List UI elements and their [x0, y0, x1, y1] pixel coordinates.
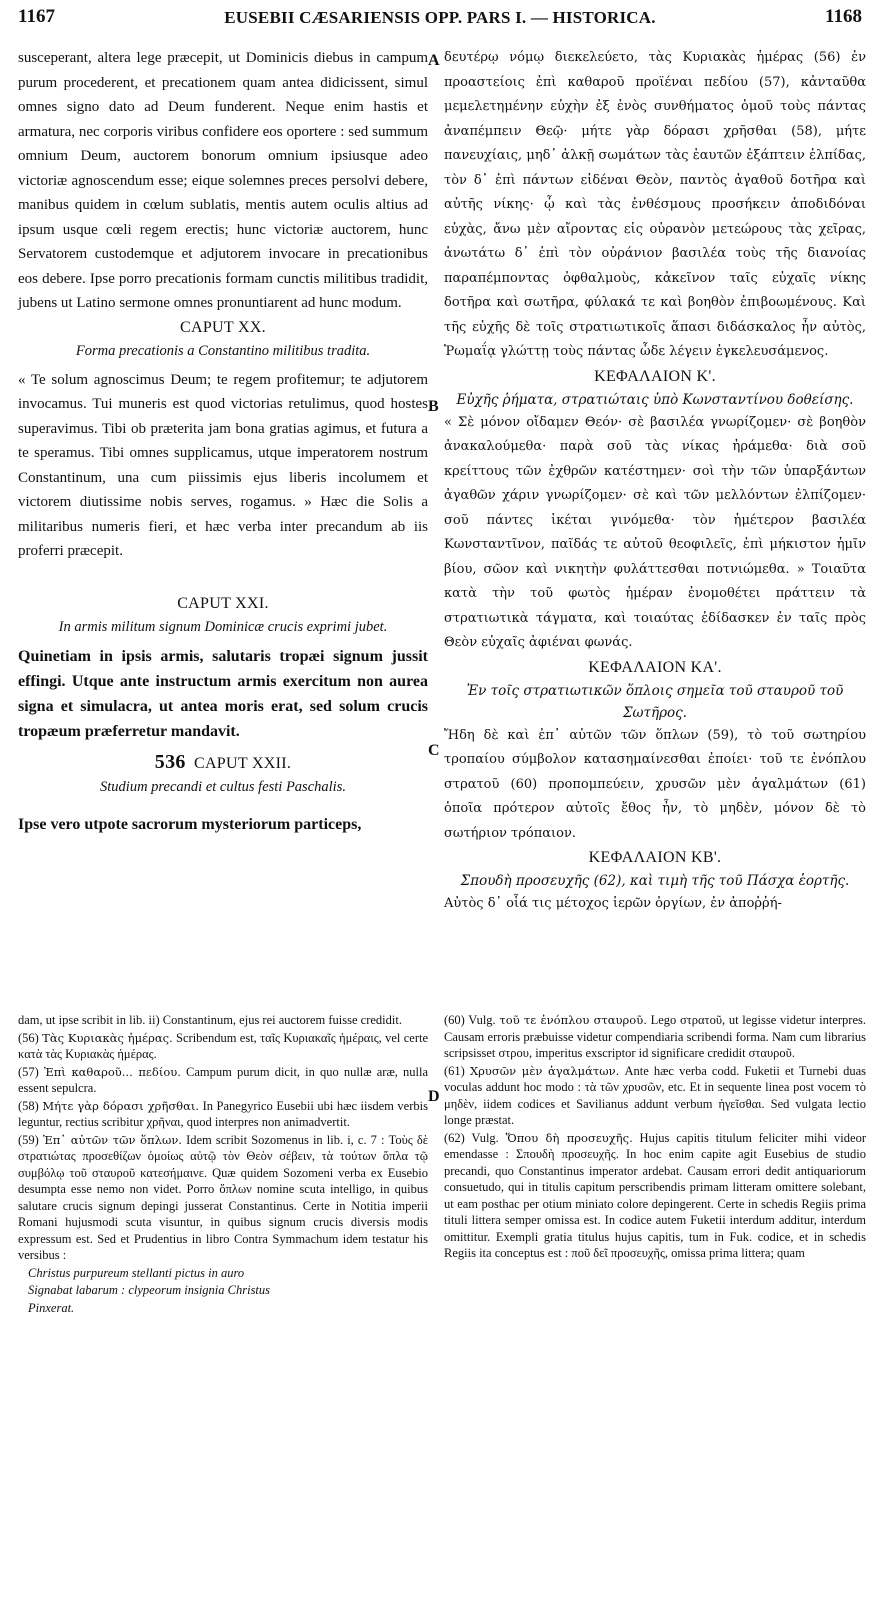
running-title: EUSEBII CÆSARIENSIS OPP. PARS I. — HISTORICA.: [224, 8, 656, 27]
latin-chapter-22-text: Ipse vero utpote sacrorum mysteriorum particeps,: [18, 815, 362, 833]
margin-marker-b: B: [428, 398, 439, 415]
greek-column: [444, 46, 866, 917]
footnote: (59) Ἐπ᾽ αὐτῶν τῶν ὅπλων. Idem scribit Sozomenus in lib. i, c. 7 : Τοὺς δὲ στρατιώτας προσεθίζων ὁμοίως αὐτῷ τὸν Θεὸν σέβειν, τὰ τούτων ὅπλα τῷ συμβόλῳ τοῦ σταυροῦ κατεσήμαινε. Quæ quidem Sozomeni verba ex Eusebio desumpta esse nemo non videt. Porro ὅπλων nomine scuta intelligo, in quibus salutare crucis signum depingi jusserat Constantinus. Certe in Notitia imperii Romani hujusmodi scuta visuntur, in quibus signum crucis diversis modis expressum est. Sed et Prudentius in libro Contra Symmachum idem testatur his versibus :: [18, 1132, 429, 1262]
latin-chapter-22-subtitle: Studium precandi et cultus festi Paschalis.: [100, 778, 346, 795]
latin-chapter-21-subtitle: In armis militum signum Dominicæ crucis exprimi jubet.: [58, 618, 388, 635]
greek-chapter-21-heading: ΚΕΦΑΛΑΙΟΝ ΚΑ'.: [588, 658, 722, 676]
latin-chapter-21-text: Quinetiam in ipsis armis, salutaris tropæi signum jussit effingi. Utque ante instructum armis exercitum non aurea signa et simulacra, ut antea moris erat, sed solum crucis tropæum præferretur mandavit.: [18, 647, 428, 740]
verse-line: Christus purpureum stellanti pictus in auro: [28, 1265, 245, 1280]
greek-chapter-20-subtitle: Εὐχῆς ῥήματα, στρατιώταις ὑπὸ Κωνσταντίνου δοθείσης.: [456, 391, 854, 408]
footnote: (58) Μήτε γὰρ δόρασι χρῆσθαι. In Panegyrico Eusebii ubi hæc iisdem verbis leguntur, rectius scribitur χρῆναι, quod interpres non animadvertit.: [18, 1098, 428, 1129]
greek-chapter-21-text: Ἤδη δὲ καὶ ἐπ᾽ αὐτῶν τῶν ὅπλων (59), τὸ τοῦ σωτηρίου τροπαίου σύμβολον κατασημαίνεσθαι ἐποίει· τοῦ τε ἐνόπλου στρατοῦ (60) προπομπεύειν, χρυσῶν μὲν ἀγαλμάτων (61) ὁποῖα πρότερον αὐτοῖς ἔθος ἦν, τὸ μηδὲν, μόνον δὲ τὸ σωτήριον τρόπαιον.: [444, 727, 866, 841]
footnotes-left: [18, 1012, 428, 1317]
greek-chapter-20-heading: ΚΕΦΑΛΑΙΟΝ Κ'.: [594, 367, 716, 385]
footnotes-right: [444, 1012, 866, 1263]
greek-chapter-22-subtitle: Σπουδὴ προσευχῆς (62), καὶ τιμὴ τῆς τοῦ Πάσχα ἑορτῆς.: [460, 873, 850, 889]
latin-intro-paragraph: susceperant, altera lege præcepit, ut Dominicis diebus in campum purum procederent, et precationem quam antea didicissent, simul omnes signo dato ad Deum funderent. Neque enim hastis et armatura, nec corporis viribus confidere eos oportere : sed summum omnium Deum, auctorem bonorum omnium ipsiusque adeo victoriæ agnoscendum esse; eique solemnes preces persolvi debere, manibus quidem in cœlum sublatis, mentis autem oculis altius ad ipsum usque cœli regem erectis; hunc victoriæ auctorem, hunc Servatorem custodemque et adjutorem invocare in precationibus eos debere. Ipse porro precationis formam cunctis militibus tradidit, jubens ut Latino sermone omnes pronuntiarent ad hunc modum.: [18, 50, 428, 311]
verse-line: Signabat labarum : clypeorum insignia Christus: [28, 1283, 271, 1297]
latin-chapter-21-heading: CAPUT XXI.: [177, 594, 269, 612]
latin-chapter-20-text: « Te solum agnoscimus Deum; te regem profitemur; te adjutorem invocamus. Tui muneris est quod victorias retulimus, quod hostes superavimus. Tibi ob præterita jam bona gratias agimus, et futura a te speramus. Tibi omnes supplicamus, utque imperatorem nostrum Constantinum, una cum piissimis ejus liberis incolumem et victorem diutissime nobis serves, rogamus. » Hæc die Solis a militaribus numeris fieri, et hæc verba inter precandum ab iis proferri præcepit.: [18, 371, 428, 559]
footnote: (57) Ἐπὶ καθαροῦ... πεδίου. Campum purum dicit, in quo nullæ aræ, nulla essent sepulcra.: [18, 1064, 429, 1095]
greek-chapter-20-text: « Σὲ μόνον οἴδαμεν Θεόν· σὲ βασιλέα γνωρίζομεν· σὲ βοηθὸν ἀνακαλούμεθα· παρὰ σοῦ τὰς νίκας ἠράμεθα· διὰ σοῦ κρείττους τῶν ἐχθρῶν κατέστημεν· σοὶ τὴν τῶν ὑπαρξάντων ἀγαθῶν χάριν γνωρίζομεν· σὲ καὶ τῶν μελλόντων ἐλπίζομεν· σοῦ πάντες ἱκέται γινόμεθα· τὸν ἡμέτερον βασιλέα Κωνσταντῖνον, παῖδάς τε αὐτοῦ θεοφιλεῖς, ἐπὶ μήκιστον ἡμῖν βίου, σῶον καὶ νικητὴν φυλάττεσθαι ποτνιώμεθα. » Τοιαῦτα κατὰ τὴν τοῦ φωτὸς ἡμέραν ἐνομοθέτει πράττειν τὰ στρατιωτικὰ τάγματα, καὶ τοιαύτας ἐδίδασκεν ἐν ταῖς πρὸς Θεὸν εὐχαῖς ἀφιέναι φωνάς.: [444, 414, 866, 650]
margin-marker-a: A: [428, 52, 440, 69]
footnote: (56) Τὰς Κυριακὰς ἡμέρας. Scribendum est, ταῖς Κυριακαῖς ἡμέραις, vel certe κατὰ τὰς Κυριακὰς ἡμέρας.: [18, 1030, 428, 1061]
latin-chapter-22-title: CAPUT XXII.: [193, 754, 292, 772]
page-number-right: 1168: [825, 6, 862, 27]
greek-intro-paragraph: δευτέρῳ νόμῳ διεκελεύετο, τὰς Κυριακὰς ἡμέρας (56) ἐν προαστείοις ἐπὶ καθαροῦ προϊέναι πεδίου (57), κἀνταῦθα μεμελετημένην εὐχὴν ἐξ ἑνὸς συνθήματος ὁμοῦ τοὺς πάντας ἀναπέμπειν Θεῷ· μήτε γὰρ δόρασι χρῆσθαι (58), μήτε πανευχίαις, μηδ᾽ ἀλκῇ σωμάτων τὰς ἑαυτῶν ἐξάπτειν ἐλπίδας, τὸν δ᾽ ἐπὶ πάντων εἰδέναι Θεὸν, παντὸς ἀγαθοῦ δοτῆρα καὶ αὐτῆς νίκης· ᾧ καὶ τὰς ἐνθέσμους προσήκειν ἀποδιδόναι εὐχὰς, ἄνω μὲν αἴροντας εἰς οὐρανὸν μετεώρους τὰς χεῖρας, ἀνωτάτω δ᾽ ἐπὶ τὸν οὐράνιον βασιλέα τοὺς τῆς διανοίας παραπέμποντας ὀφθαλμοὺς, κἀκεῖνον ταῖς εὐχαῖς νίκης δοτῆρα καὶ σωτῆρα, φύλακά τε καὶ βοηθὸν ἐπιβοωμένους. Καὶ τῆς εὐχῆς δὲ τοῖς στρατιωτικοῖς ἅπασι διδάσκαλος ἦν αὐτὸς, Ῥωμαΐᾳ γλώττῃ τοὺς πάντας ὧδε λέγειν ἐγκελευσάμενος.: [444, 50, 866, 359]
verse-line: Pinxerat.: [28, 1300, 75, 1315]
footnote: (61) Χρυσῶν μὲν ἀγαλμάτων. Ante hæc verba codd. Fuketii et Turnebi duas voculas addunt hoc modo : τὰ τῶν χρυσῶν, etc. Et in sequente linea post vocem τὸ μηδὲν, iidem codices et Savilianus addunt verbum ἡγεῖσθαι. Sed vulgata lectio longe præstat.: [444, 1063, 867, 1127]
latin-chapter-20-heading: CAPUT XX.: [180, 318, 266, 336]
latin-column: [18, 46, 428, 837]
column-number: 536: [154, 750, 186, 773]
page-number-left: 1167: [18, 6, 55, 27]
margin-marker-d: D: [428, 1088, 440, 1105]
greek-chapter-22-heading: ΚΕΦΑΛΑΙΟΝ ΚΒ'.: [588, 849, 722, 866]
running-header: [18, 6, 862, 34]
latin-chapter-22-heading: [18, 750, 428, 776]
footnote: (60) Vulg. τοῦ τε ἐνόπλου σταυροῦ. Lego στρατοῦ, ut legisse videtur interpres. Causam erroris præbuisse videtur compendiaria scribendi forma. Nam cum librarius scripsisset στρου, imperitus exscriptor id significare credidit σταυροῦ.: [444, 1013, 867, 1060]
footnote: dam, ut ipse scribit in lib. ii) Constantinum, ejus rei auctorem fuisse credidit.: [18, 1013, 402, 1027]
footnote: (62) Vulg. Ὅπου δὴ προσευχῆς. Hujus capitis titulum feliciter mihi videor emendasse : Σπουδὴ προσευχῆς. In hoc enim capite agit Eusebius de studio precandi, quo Constantinus imperator ardebat. Causam errori dedit antiquariorum consuetudo, qui in titulis capitum perscribendis primam litteram omittere solebant, ut eam posthac per otium miniato colore depingerent. Certe in schedis Regiis prima tituli littera semper omissa est. In codice autem Fuketii interdum additur, interdum omittitur. Exempli gratia titulus hujus capitis, tum in Fuk. codice, et in schedis Regiis ita conceptus est : ποῦ δεῖ προσευχῆς, omissa prima littera; quam: [444, 1130, 866, 1260]
margin-marker-c: C: [428, 742, 440, 759]
greek-chapter-21-subtitle: Ἐν τοῖς στρατιωτικῶν ὅπλοις σημεῖα τοῦ σταυροῦ τοῦ Σωτῆρος.: [466, 682, 844, 721]
latin-chapter-20-subtitle: Forma precationis a Constantino militibus tradita.: [75, 342, 371, 359]
greek-chapter-22-text: Αὐτὸς δ᾽ οἷά τις μέτοχος ἱερῶν ὀργίων, ἐν ἀποῤῥή-: [444, 896, 782, 911]
